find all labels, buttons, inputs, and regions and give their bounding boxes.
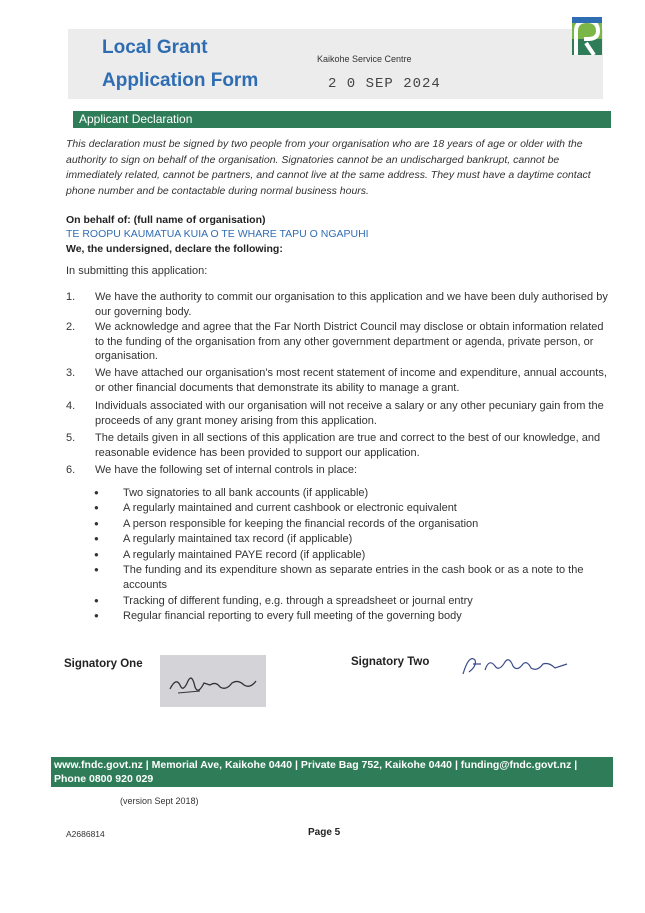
signatory-one-signature [160,655,266,707]
section-title: Applicant Declaration [79,112,193,126]
signatory-two-label: Signatory Two [351,656,430,668]
declaration-number: 6. [66,464,76,476]
control-text: A regularly maintained tax record (if applicable) [123,533,353,545]
control-text: Regular financial reporting to every full meeting of the governing body [123,610,462,622]
organisation-name: TE ROOPU KAUMATUA KUIA O TE WHARE TAPU O NGAPUHI [66,228,369,240]
control-text: A regularly maintained and current cashbook or electronic equivalent [123,502,457,514]
declaration-number: 4. [66,400,76,412]
declaration-text: We acknowledge and agree that the Far North District Council may disclose or obtain information related to the funding of the organisation from any other government department or agenda, private person, or organisation. [95,321,604,362]
submitting-intro: In submitting this application: [66,265,208,277]
form-title-line1: Local Grant [102,37,208,58]
bullet-icon: ● [94,503,99,512]
declaration-text: We have the authority to commit our organisation to this application and we have been duly authorised by our governing body. [95,291,608,318]
control-text: A regularly maintained PAYE record (if applicable) [123,549,366,561]
bullet-icon: ● [94,534,99,543]
received-stamp-text: Kaikohe Service Centre [317,54,412,64]
control-text: The funding and its expenditure shown as separate entries in the cash book or as a note to the accounts [123,564,584,591]
form-title-line2: Application Form [102,70,259,91]
declare-heading: We, the undersigned, declare the following: [66,243,283,255]
declaration-text: Individuals associated with our organisation will not receive a salary or any other pecuniary gain from the proceeds of any grant money arising from this application. [95,400,604,427]
declaration-text: We have the following set of internal controls in place: [95,464,358,476]
declaration-number: 1. [66,291,76,303]
declaration-intro: This declaration must be signed by two people from your organisation who are 18 years of age or older with the authority to sign on behalf of the organisation. Signatories cannot be an undischarged bankrupt, cannot be immediately related, cannot be partners, and cannot live at the same address. They must have a daytime contact phone number and be contactable during normal business hours. [66,138,591,197]
footer-contact: www.fndc.govt.nz | Memorial Ave, Kaikohe 0440 | Private Bag 752, Kaikohe 0440 | funding@fndc.govt.nz | Phone 0800 920 029 [54,759,578,785]
control-text: Tracking of different funding, e.g. through a spreadsheet or journal entry [123,595,473,607]
declaration-text: We have attached our organisation's most recent statement of income and expenditure, annual accounts, or other financial documents that demonstrate its ability to manage a grant. [95,367,607,394]
fndc-logo-icon [572,17,602,55]
page-number: Page 5 [308,827,341,838]
control-text: A person responsible for keeping the financial records of the organisation [123,518,479,530]
declaration-number: 3. [66,367,76,379]
document-reference: A2686814 [66,829,105,839]
received-stamp-date: 2 0 SEP 2024 [328,76,441,92]
signature-one-icon [160,655,266,707]
control-text: Two signatories to all bank accounts (if applicable) [123,487,369,499]
bullet-icon: ● [94,611,99,620]
bullet-icon: ● [94,565,99,574]
behalf-label: On behalf of: (full name of organisation) [66,214,266,226]
signatory-one-label: Signatory One [64,658,143,670]
bullet-icon: ● [94,550,99,559]
bullet-icon: ● [94,596,99,605]
declaration-text: The details given in all sections of this application are true and correct to the best of our knowledge, and reasonable evidence has been provided to support our application. [95,432,601,459]
declaration-number: 5. [66,432,76,444]
signature-two-icon [455,650,575,680]
bullet-icon: ● [94,488,99,497]
version-text: (version Sept 2018) [120,796,199,806]
declaration-number: 2. [66,321,76,333]
bullet-icon: ● [94,519,99,528]
